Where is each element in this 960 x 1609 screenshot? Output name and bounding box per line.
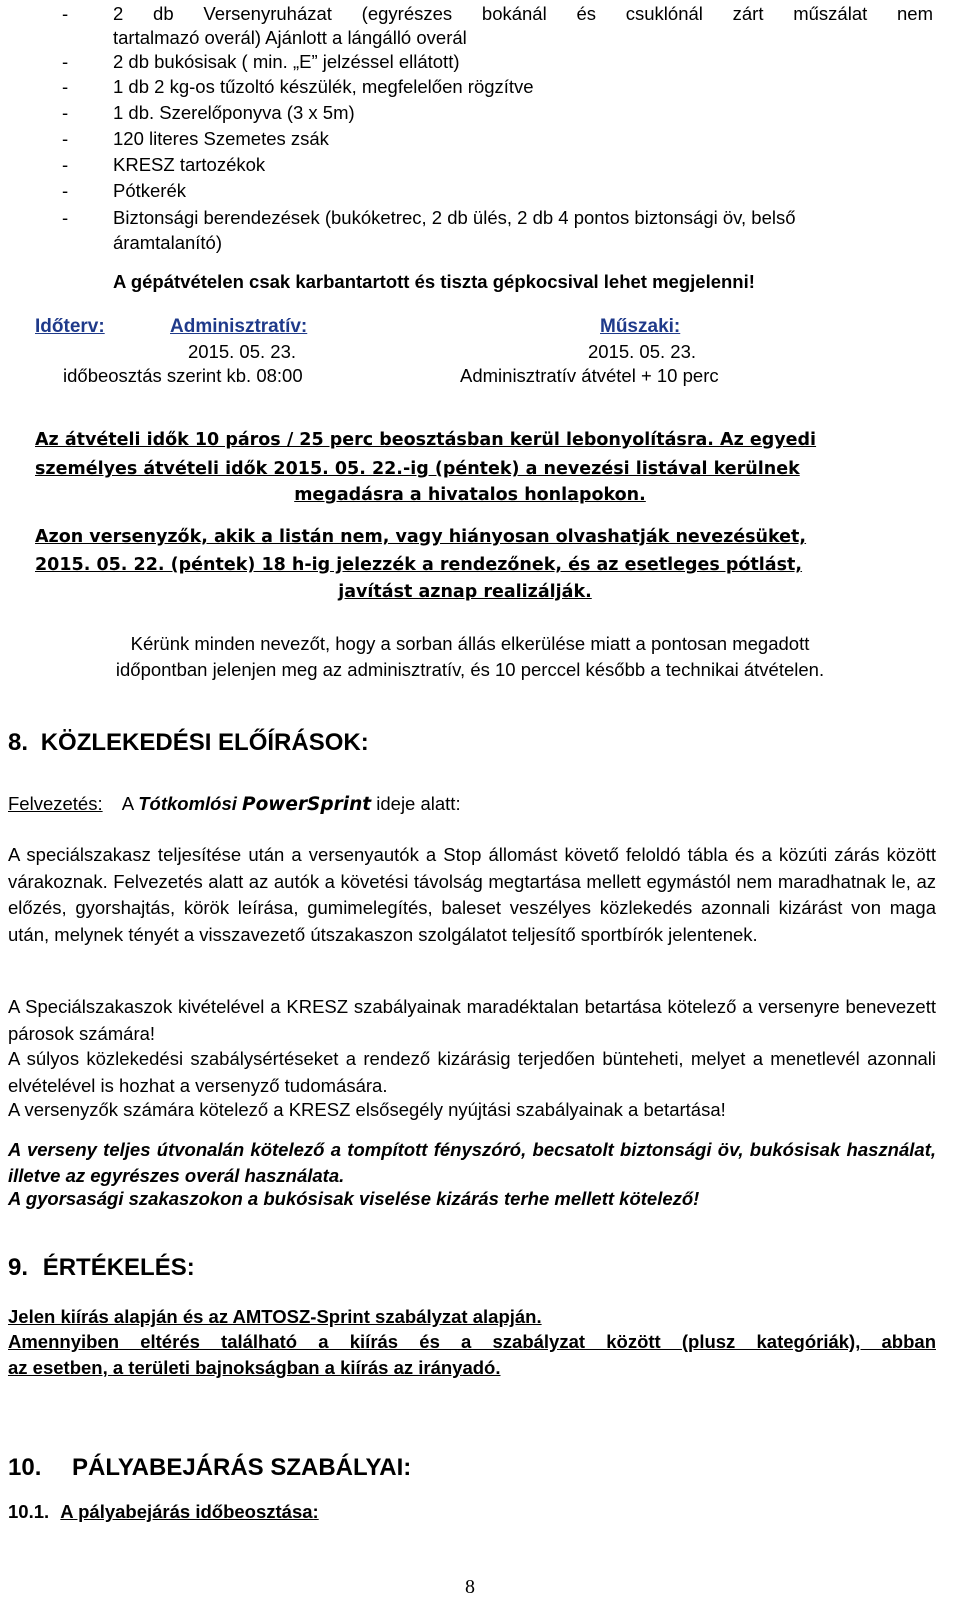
request-line: Kérünk minden nevezőt, hogy a sorban állás elkerülése miatt a pontosan megadott <box>130 633 810 654</box>
list-dash: - <box>62 207 69 228</box>
list-item: 2 db bukósisak ( min. „E” jelzéssel ellátott) <box>113 51 460 72</box>
list-item: Pótkerék <box>113 180 187 201</box>
list-dash: - <box>62 102 69 123</box>
evaluation-line: Amennyiben eltérés található a kiírás és a szabályzat között (plusz kategóriák), abban <box>8 1331 936 1352</box>
list-item: 1 db. Szerelőponyva (3 x 5m) <box>113 102 355 123</box>
list-item: 120 literes Szemetes zsák <box>113 128 329 149</box>
section-title: ÉRTÉKELÉS: <box>42 1254 195 1281</box>
section-number: 8. <box>8 729 29 756</box>
subsection-10-1 <box>8 1500 319 1524</box>
lead-label: Felvezetés: <box>8 793 103 814</box>
notice-line: Azon versenyzők, akik a listán nem, vagy hiányosan olvashatják nevezésüket, <box>35 527 807 547</box>
page-number: 8 <box>465 1576 475 1598</box>
tech-date: 2015. 05. 23. <box>588 341 697 362</box>
event-name: Tótkomlósi <box>138 793 237 814</box>
paragraph-penalty: A súlyos közlekedési szabálysértéseket a rendező kizárásig terjedően bünteheti, melyet a menetlevél azonnali elvételével is hozhat a versenyző tudomására. <box>8 1048 936 1096</box>
section-9-heading <box>8 1256 195 1280</box>
request-line: időpontban jelenjen meg az adminisztratív, és 10 perccel később a technikai átvételen. <box>115 659 825 680</box>
lead-pre: A <box>121 793 134 814</box>
subsection-title: A pályabejárás időbeosztása: <box>60 1501 319 1522</box>
lead-line <box>8 792 461 817</box>
list-dash: - <box>62 180 69 201</box>
list-item: Biztonsági berendezések (bukóketrec, 2 db ülés, 2 db 4 pontos biztonsági öv, belső <box>113 207 796 228</box>
section-title: PÁLYABEJÁRÁS SZABÁLYAI: <box>72 1454 412 1481</box>
section-number: 10. <box>8 1454 42 1481</box>
list-dash: - <box>62 154 69 175</box>
notice-line: Az átvételi idők 10 páros / 25 perc beosztásban kerül lebonyolításra. Az egyedi <box>35 430 817 450</box>
paragraph-helmet: A gyorsasági szakaszokon a bukósisak viselése kizárás terhe mellett kötelező! <box>8 1188 700 1209</box>
list-dash: - <box>62 3 69 24</box>
notice-line: megadásra a hivatalos honlapokon. <box>294 485 646 505</box>
lead-post: ideje alatt: <box>376 793 461 814</box>
paragraph-kresz: A Speciálszakaszok kivételével a KRESZ szabályainak maradéktalan betartása kötelező a versenyre benevezett párosok számára! <box>8 996 936 1044</box>
admin-date: 2015. 05. 23. <box>188 341 297 362</box>
notice-line: személyes átvételi idők 2015. 05. 22.-ig (péntek) a nevezési listával kerülnek <box>35 459 800 479</box>
list-dash: - <box>62 128 69 149</box>
tech-time: Adminisztratív átvétel + 10 perc <box>460 365 719 386</box>
event-brand: PowerSprint <box>242 794 372 815</box>
section-10-heading <box>8 1456 411 1480</box>
section-title: KÖZLEKEDÉSI ELŐÍRÁSOK: <box>40 729 369 756</box>
list-dash: - <box>62 51 69 72</box>
tech-label: Műszaki: <box>600 316 681 337</box>
admin-label: Adminisztratív: <box>170 316 308 337</box>
notice-line: javítást aznap realizálják. <box>338 582 592 602</box>
list-item: 1 db 2 kg-os tűzoltó készülék, megfelelően rögzítve <box>113 76 534 97</box>
evaluation-line: az esetben, a területi bajnokságban a kiírás az irányadó. <box>8 1357 501 1378</box>
notice-line: 2015. 05. 22. (péntek) 18 h-ig jelezzék a rendezőnek, és az esetleges pótlást, <box>35 555 803 575</box>
list-item-cont: tartalmazó overál) Ajánlott a lángálló overál <box>113 27 467 48</box>
evaluation-line: Jelen kiírás alapján és az AMTOSZ-Sprint szabályzat alapján. <box>8 1306 542 1327</box>
section-8-heading <box>8 731 369 755</box>
list-dash: - <box>62 76 69 97</box>
clean-car-note: A gépátvételen csak karbantartott és tiszta gépkocsival lehet megjelenni! <box>113 271 755 292</box>
paragraph-convoy: A speciálszakasz teljesítése után a versenyautók a Stop állomást követő feloldó tábla és a közúti zárás között várakoznak. Felvezetés alatt az autók a követési távolság megtartása mellett egymástól nem maradhatnak le, az előzés, gyorshajtás, körök leírása, gumimelegítés, baleset veszélyes közlekedés azonnali kizárást von maga után, melynek tényét a visszavezető útszakaszon szolgálatot teljesítő sportbírók jelentenek. <box>8 844 936 945</box>
admin-time: időbeosztás szerint kb. 08:00 <box>63 365 303 386</box>
list-item: KRESZ tartozékok <box>113 154 266 175</box>
paragraph-firstaid: A versenyzők számára kötelező a KRESZ elsősegély nyújtási szabályainak a betartása! <box>8 1099 726 1120</box>
schedule-label: Időterv: <box>35 316 105 337</box>
list-item: 2 db Versenyruházat (egyrészes bokánál és csuklónál zárt műszálat nem <box>113 3 933 24</box>
section-number: 9. <box>8 1254 29 1281</box>
subsection-number: 10.1. <box>8 1501 50 1522</box>
paragraph-safety: A verseny teljes útvonalán kötelező a tompított fényszóró, becsatolt biztonsági öv, bukósisak használat, illetve az egyrészes overál használata. <box>8 1139 936 1186</box>
list-item-cont: áramtalanító) <box>113 232 222 253</box>
